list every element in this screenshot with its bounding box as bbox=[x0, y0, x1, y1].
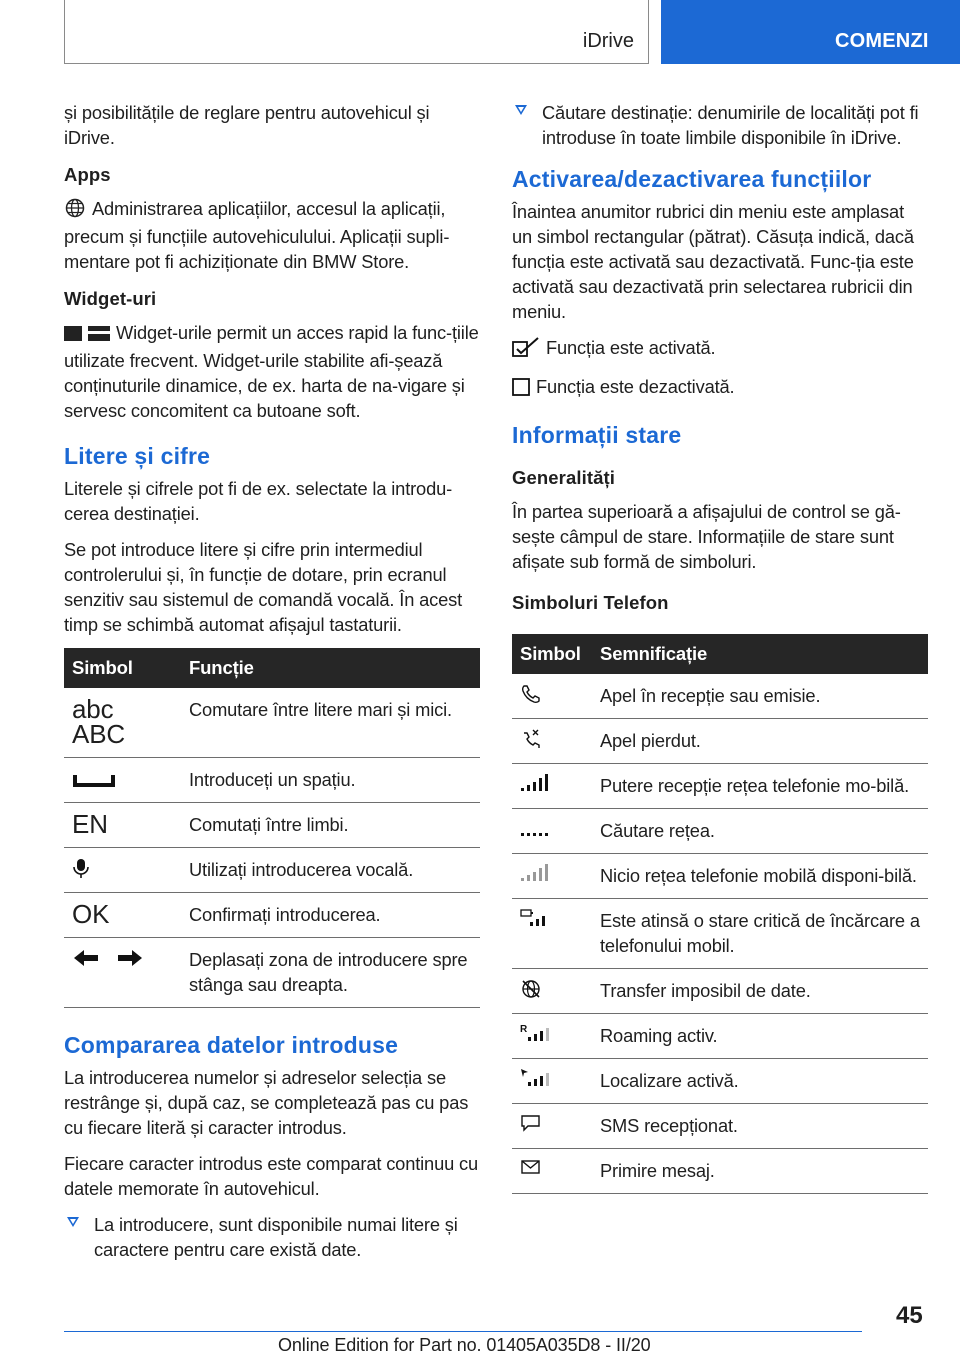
activate-paragraph: Înaintea anumitor rubrici din meniu este amplasat un simbol rectangular (pătrat). Căsuța indică, dacă funcția este activată sau dezactivată. Func-ția este activată sau dezactivată prin selectarea rubricii din meniu. bbox=[512, 201, 914, 322]
right-column bbox=[512, 100, 928, 1194]
space-key-icon bbox=[64, 758, 181, 803]
svg-text:R: R bbox=[520, 1024, 528, 1035]
table-row bbox=[512, 1014, 928, 1059]
table-cell-text: Putere recepție rețea telefonie mo-bilă. bbox=[592, 764, 928, 809]
table-row bbox=[512, 1149, 928, 1194]
general-title: Generalități bbox=[512, 467, 615, 488]
table-row bbox=[512, 809, 928, 854]
table-row bbox=[64, 893, 480, 938]
header-chapter-tab bbox=[661, 0, 960, 64]
bullet-triangle-icon bbox=[67, 1217, 79, 1227]
destination-bullet: Căutare destinație: denumirile de localități pot fi introduse în toate limbile disponibile în iDrive. bbox=[512, 100, 928, 150]
table-row bbox=[512, 969, 928, 1014]
phone-symbols-title: Simboluri Telefon bbox=[512, 592, 669, 613]
table-cell-text: Confirmați introducerea. bbox=[181, 893, 480, 938]
no-network-icon bbox=[512, 854, 592, 899]
activate-heading: Activarea/dezactivarea funcțiilor bbox=[512, 166, 872, 192]
apps-globe-icon bbox=[64, 198, 86, 224]
col-function-header: Funcție bbox=[181, 648, 480, 688]
signal-strength-icon bbox=[512, 764, 592, 809]
table-cell-text: Primire mesaj. bbox=[592, 1149, 928, 1194]
low-battery-icon bbox=[512, 899, 592, 969]
table-cell-text: Deplasați zona de introducere spre stânga sau dreapta. bbox=[181, 938, 480, 1008]
inactive-line: Funcția este dezactivată. bbox=[512, 374, 928, 402]
table-header-row bbox=[64, 648, 480, 688]
compare-bullet: La introducere, sunt disponibile numai litere și caractere pentru care există date. bbox=[64, 1212, 480, 1262]
header-section-label: iDrive bbox=[582, 30, 634, 52]
header-section-box bbox=[64, 0, 649, 64]
general-paragraph: În partea superioară a afișajului de control se gă-sește câmpul de stare. Informațiile de stare sunt afișate sub formă de simboluri. bbox=[512, 501, 901, 572]
checkbox-checked-icon bbox=[512, 337, 540, 363]
checkbox-unchecked-icon bbox=[512, 377, 530, 402]
table-cell-text: Căutare rețea. bbox=[592, 809, 928, 854]
table-cell-text: Introduceți un spațiu. bbox=[181, 758, 480, 803]
table-row bbox=[64, 758, 480, 803]
table-cell-text: Localizare activă. bbox=[592, 1059, 928, 1104]
table-cell-text: Nicio rețea telefonie mobilă disponi-bilă. bbox=[592, 854, 928, 899]
table-row bbox=[512, 854, 928, 899]
active-line: Funcția este activată. bbox=[512, 335, 928, 363]
widgets-paragraph bbox=[64, 320, 480, 423]
phone-symbol-table bbox=[512, 634, 928, 1194]
widgets-text: Widget-urile permit un acces rapid la func-țiile utilizate frecvent. Widget-urile stabilite afi-șează conținuturile dinamice, de ex. harta de na-vigare și servesc concomitent ca butoane soft. bbox=[64, 322, 479, 421]
table-row bbox=[64, 803, 480, 848]
no-data-transfer-icon bbox=[512, 969, 592, 1014]
table-cell-text: Comutați între limbi. bbox=[181, 803, 480, 848]
phone-call-icon bbox=[512, 674, 592, 719]
sms-icon bbox=[512, 1104, 592, 1149]
microphone-icon bbox=[64, 848, 181, 893]
mail-icon bbox=[512, 1149, 592, 1194]
table-row bbox=[512, 899, 928, 969]
footer-divider bbox=[64, 1331, 862, 1332]
apps-paragraph bbox=[64, 196, 480, 274]
network-search-icon bbox=[512, 809, 592, 854]
table-row bbox=[512, 719, 928, 764]
confirm-symbol: OK bbox=[64, 893, 181, 938]
table-cell-text: Utilizați introducerea vocală. bbox=[181, 848, 480, 893]
col-symbol-header: Simbol bbox=[64, 648, 181, 688]
footer-edition: Online Edition for Part no. 01405A035D8 - II/20 bbox=[278, 1335, 651, 1355]
page-number: 45 bbox=[896, 1302, 923, 1329]
intro-paragraph: și posibilitățile de reglare pentru autovehicul și iDrive. bbox=[64, 102, 430, 148]
table-cell-text: SMS recepționat. bbox=[592, 1104, 928, 1149]
roaming-icon bbox=[512, 1014, 592, 1059]
table-cell-text: Comutare între litere mari și mici. bbox=[181, 688, 480, 758]
keyboard-symbol-table bbox=[64, 648, 480, 1008]
table-cell-text: Apel în recepție sau emisie. bbox=[592, 674, 928, 719]
status-heading: Informații stare bbox=[512, 422, 682, 448]
col-meaning-header: Semnificație bbox=[592, 634, 928, 674]
table-row bbox=[512, 1059, 928, 1104]
compare-paragraph-1: La introducerea numelor și adreselor selecția se restrânge și, după caz, se completează pas cu pas cu fiecare literă și caracter introdus. bbox=[64, 1067, 469, 1138]
table-cell-text: Apel pierdut. bbox=[592, 719, 928, 764]
location-active-icon bbox=[512, 1059, 592, 1104]
letters-paragraph-2: Se pot introduce litere și cifre prin intermediul controlerului și, în funcție de dotare, prin ecranul senzitiv sau sistemul de comandă vocală. În acest timp se schimbă automat afișajul tastaturii. bbox=[64, 539, 463, 635]
letters-heading: Litere și cifre bbox=[64, 443, 211, 469]
table-header-row bbox=[512, 634, 928, 674]
table-cell-text: Este atinsă o stare critică de încărcare a telefonului mobil. bbox=[592, 899, 928, 969]
compare-paragraph-2: Fiecare caracter introdus este comparat continuu cu datele memorate în autovehicul. bbox=[64, 1153, 479, 1199]
widgets-tiles-icon bbox=[64, 323, 110, 348]
language-symbol: EN bbox=[64, 803, 181, 848]
table-row bbox=[512, 674, 928, 719]
apps-text: Administrarea aplicațiilor, accesul la aplicații, precum și funcțiile autovehiculului. Aplicații supli-mentare pot fi achiziționate din BMW Store. bbox=[64, 198, 450, 272]
table-row bbox=[512, 764, 928, 809]
bullet-triangle-icon bbox=[515, 105, 527, 115]
table-row bbox=[512, 1104, 928, 1149]
arrow-left-right-icon bbox=[64, 938, 181, 1008]
table-row bbox=[64, 848, 480, 893]
table-row bbox=[64, 938, 480, 1008]
left-column bbox=[64, 100, 480, 1273]
case-toggle-symbol: abc ABC bbox=[64, 688, 181, 758]
table-row bbox=[64, 688, 480, 758]
col-symbol-header: Simbol bbox=[512, 634, 592, 674]
apps-title: Apps bbox=[64, 164, 111, 185]
table-cell-text: Roaming activ. bbox=[592, 1014, 928, 1059]
header-chapter-label: COMENZI bbox=[835, 30, 929, 52]
table-cell-text: Transfer imposibil de date. bbox=[592, 969, 928, 1014]
letters-paragraph-1: Literele și cifrele pot fi de ex. selectate la introdu-cerea destinației. bbox=[64, 478, 453, 524]
widgets-title: Widget-uri bbox=[64, 288, 157, 309]
compare-heading: Compararea datelor introduse bbox=[64, 1032, 399, 1058]
missed-call-icon bbox=[512, 719, 592, 764]
